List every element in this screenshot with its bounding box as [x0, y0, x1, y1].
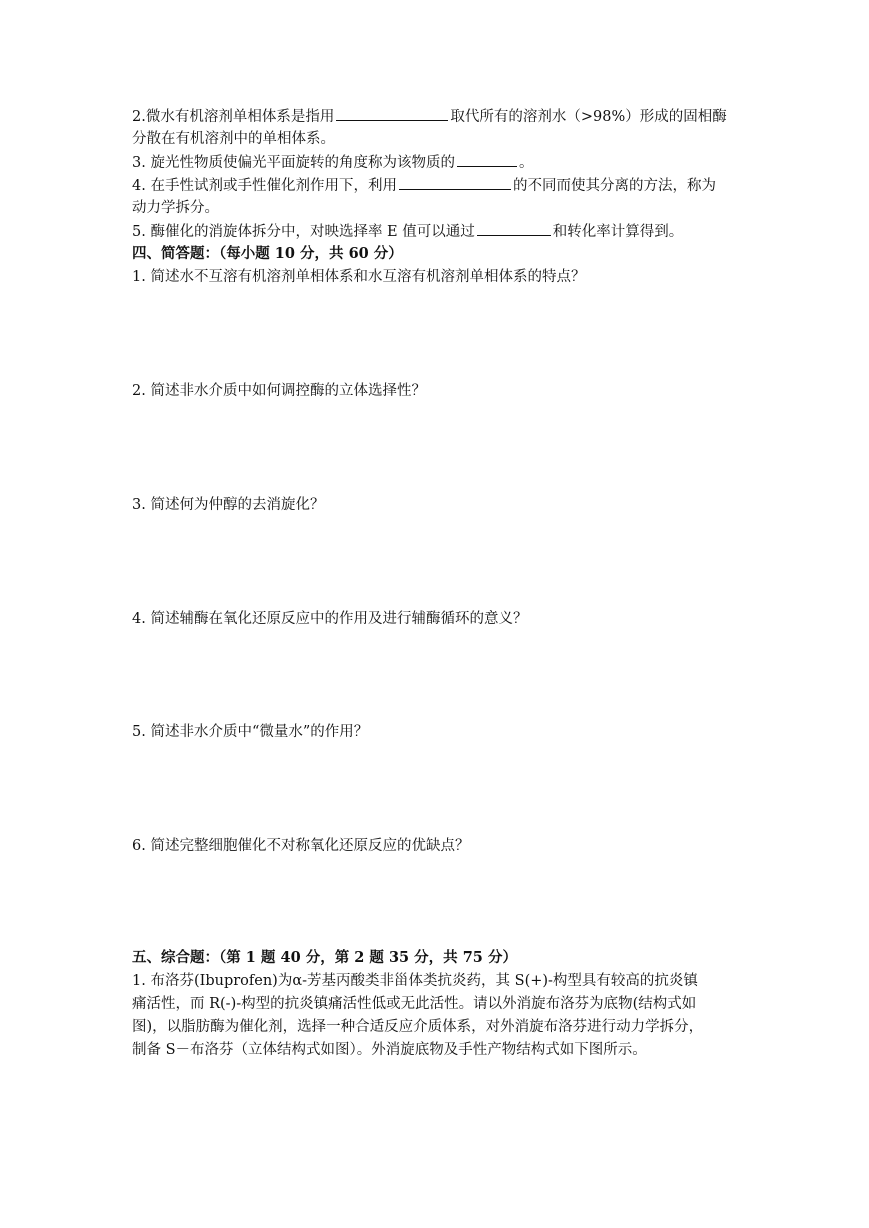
blank-question-2	[132, 106, 727, 127]
question-text: 3. 旋光性物质使偏光平面旋转的角度称为该物质的	[132, 155, 455, 171]
section-heading-short-answer: 四、简答题：（每小题 10 分，共 60 分）	[132, 245, 403, 262]
answer-blank	[477, 221, 551, 236]
question-text: 2.微水有机溶剂单相体系是指用	[132, 109, 335, 125]
blank-question-5	[132, 221, 683, 242]
question-text: 4. 在手性试剂或手性催化剂作用下，利用	[132, 178, 397, 194]
question-text: 的不同而使其分离的方法，称为	[512, 178, 716, 194]
question-text: 。	[518, 155, 534, 171]
blank-question-2-cont	[132, 129, 335, 149]
question-text: 分散在有机溶剂中的单相体系。	[132, 131, 335, 147]
question-text: 动力学拆分。	[132, 200, 219, 216]
comprehensive-question-line: 痛活性，而 R(-)-构型的抗炎镇痛活性低或无此活性。请以外消旋布洛芬为底物(结构式如	[132, 996, 697, 1012]
blank-question-3	[132, 152, 533, 173]
short-answer-question-4: 4. 简述辅酶在氧化还原反应中的作用及进行辅酶循环的意义？	[132, 611, 528, 627]
answer-blank	[336, 106, 448, 121]
short-answer-question-2: 2. 简述非水介质中如何调控酶的立体选择性？	[132, 383, 426, 399]
short-answer-question-5: 5. 简述非水介质中“微量水”的作用？	[132, 724, 369, 740]
short-answer-question-3: 3. 简述何为仲醇的去消旋化？	[132, 497, 325, 513]
question-text: 取代所有的溶剂水（>98%）形成的固相酶	[450, 109, 727, 125]
blank-question-4-cont	[132, 198, 219, 218]
answer-blank	[399, 175, 511, 190]
blank-question-4	[132, 175, 716, 196]
section-heading-comprehensive: 五、综合题：（第 1 题 40 分，第 2 题 35 分，共 75 分）	[132, 949, 517, 966]
comprehensive-question-line: 图)，以脂肪酶为催化剂，选择一种合适反应介质体系，对外消旋布洛芬进行动力学拆分，	[132, 1019, 704, 1035]
comprehensive-question-line: 1. 布洛芬(Ibuprofen)为α-芳基丙酸类非甾体类抗炎药，其 S(+)-构型具有较高的抗炎镇	[132, 973, 698, 989]
question-text: 和转化率计算得到。	[552, 224, 684, 240]
question-text: 5. 酶催化的消旋体拆分中，对映选择率 E 值可以通过	[132, 224, 475, 240]
answer-blank	[457, 152, 517, 167]
short-answer-question-1: 1. 简述水不互溶有机溶剂单相体系和水互溶有机溶剂单相体系的特点？	[132, 269, 586, 285]
comprehensive-question-line: 制备 S－布洛芬（立体结构式如图）。外消旋底物及手性产物结构式如下图所示。	[132, 1042, 647, 1058]
short-answer-question-6: 6. 简述完整细胞催化不对称氧化还原反应的优缺点？	[132, 838, 470, 854]
